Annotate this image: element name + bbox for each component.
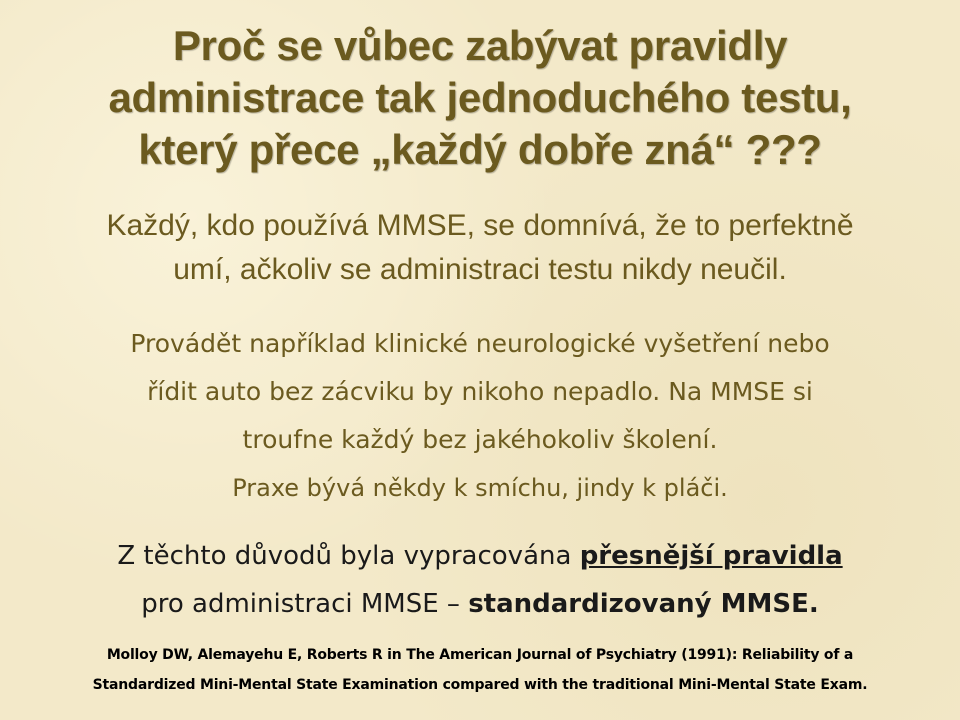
conclusion-standardized-mmse: standardizovaný MMSE.: [468, 589, 819, 619]
paragraph-comparison-line-1: Provádět například klinické neurologické vyšetření nebo: [130, 329, 830, 358]
conclusion-prefix: Z těchto důvodů byla vypracována: [117, 541, 580, 571]
paragraph-conclusion-line-1: [10, 532, 950, 580]
slide-title: [40, 20, 920, 176]
reference-citation: [0, 640, 960, 700]
paragraph-comparison-line-3: troufne každý bez jakéhokoliv školení.: [242, 425, 718, 454]
paragraph-comparison-line-2: řídit auto bez zácviku by nikoho nepadlo. Na MMSE si: [147, 377, 813, 406]
reference-line-1: Molloy DW, Alemayehu E, Roberts R in The American Journal of Psychiatry (1991): Reliability of a: [106, 647, 854, 663]
paragraph-comparison: [10, 320, 950, 512]
paragraph-conclusion: [10, 532, 950, 628]
paragraph-comparison-line-4: Praxe bývá někdy k smíchu, jindy k pláči.: [232, 474, 728, 502]
title-line-1: Proč se vůbec zabývat pravidly: [172, 22, 788, 69]
conclusion-emphasis: přesnější pravidla: [579, 541, 843, 571]
title-line-2: administrace tak jednoduchého testu,: [108, 74, 852, 121]
reference-line-2: Standardized Mini-Mental State Examination compared with the traditional Mini-Mental State Exam.: [92, 677, 868, 693]
title-line-3: který přece „každý dobře zná“ ???: [138, 126, 822, 173]
paragraph-intro-line-1: Každý, kdo používá MMSE, se domnívá, že to perfektně: [106, 209, 854, 242]
paragraph-conclusion-line-2: [10, 580, 950, 628]
paragraph-intro-line-2: umí, ačkoliv se administraci testu nikdy neučil.: [173, 253, 787, 286]
paragraph-intro: [20, 204, 940, 292]
conclusion-line-2-prefix: pro administraci MMSE –: [141, 589, 469, 619]
